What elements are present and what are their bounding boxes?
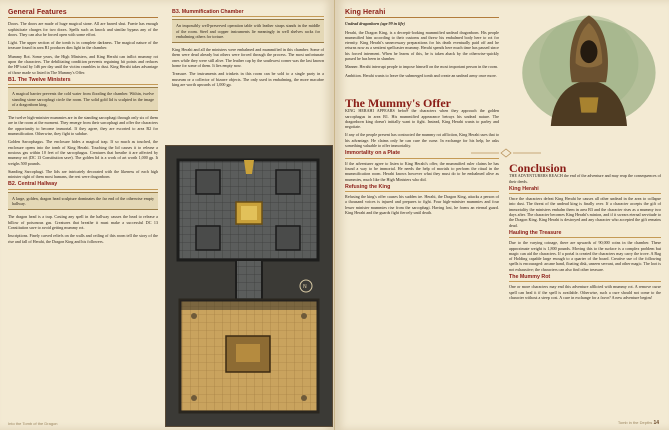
paragraph: Standing Sarcophagi. The lids are intricately decorated with the likeness of each high minister right of them most humans, the rest were dragonborn. [8, 168, 158, 180]
ornament-divider-icon [471, 148, 541, 158]
paragraph: If any of the people present has contracted the mummy rot affliction, King Herahi uses that to his advantage. He claims only he can cure the curse. In exchange for his help, he asks something valuable to offer immortality. [345, 132, 499, 149]
right-column-1 [345, 10, 499, 218]
king-herahi-subheading: King Herahi [509, 187, 661, 194]
tomb-map-image [165, 145, 333, 427]
left-footer: Into the Tomb of the Dragon [8, 421, 58, 426]
svg-text:N: N [303, 284, 307, 290]
left-column-2 [172, 10, 324, 90]
divider [8, 17, 158, 18]
king-herahi-heading: King Herahi [345, 9, 386, 16]
paragraph: Due to the varying coinage, there are upwards of 90,000 coins in the chamber. These approximate weight is 1,800 pounds. Moving this to the surface is a complex problem but magic can aid the characters. If a portal is created the characters may carry the trove. A Bag of Holding capable large enough to a quarter of the board. Creative use of the following spells is encouraged: arcane hand, floating disk, unseen servant, and other magic. The loot is not exhaustive; the characters can also find other treasure. [509, 240, 661, 272]
paragraph: KING HERAHI APPEARS before the characters when they approach the golden sarcophagus in area B1. His mummified appearance betrays his undead nature. The dragonborn king doesn't initially want to fight. Instead, King Herahi wants to parley and negotiate. [345, 108, 499, 130]
read-aloud-box [8, 192, 158, 211]
refusing-king-heading: Refusing the King [345, 185, 499, 192]
general-features-heading: General Features [8, 9, 67, 16]
mummys-offer-heading: The Mummy's Offer [345, 95, 451, 110]
paragraph: Ambition. Herahi wants to leave the submerged tomb and create an undead army once more. [345, 72, 497, 78]
paragraph: Manner. Herahi interrupt people to impose himself on the most important person in the room. [345, 64, 499, 70]
footer-title: Tomb in the Depths [617, 420, 653, 425]
paragraph: Herahi, the Dragon King, is a decrepit-looking mummified undead dragonborn. His people mummified him according to their customs and threw his embalmed body here to rot for eternity. King Herahi's unnecessary preparations for his death eventually paid off and he returns now as a sentient spellcaster mummy. Herahi spends here much time has passed since his forced interment. When he learns of this, he is taken aback by the otherwise-quickly passed he has been in slumber. [345, 29, 499, 62]
read-aloud-box [8, 87, 158, 111]
right-column-2 [509, 161, 661, 303]
paragraph: Inscriptions. Finely carved reliefs on the walls and ceiling of this room tell the story of the rise and fall of Herahi, the Dragon King and his followers. [8, 233, 158, 244]
paragraph: Light. The upper section of the tomb is in complete darkness. The magical nature of the treasure found in area B1 produces dim light in the chamber. [8, 40, 158, 51]
page-number: 14 [653, 420, 659, 426]
king-herahi-portrait-image [509, 6, 665, 126]
mummification-chamber-heading: B3. Mummification Chamber [172, 10, 324, 17]
paragraph: The twelve high-minister mummies are in the standing sarcophagi through only six of them are in the room at the moment. They emerge from their sarcophagi and offer the characters the opportunity to become immortal. If they agree, they are escorted to area B2 for mummification. Otherwise, they fight to subdue. [8, 115, 158, 137]
right-footer [618, 420, 659, 426]
mummy-rot-heading: The Mummy Rot [509, 275, 661, 282]
paragraph: One or more characters may end this adventure afflicted with mummy rot. A remove curse spell can heal it if the spell is available. Otherwise, such a cure should not come to the character without a steep cost. A cure in exchange for a favor? A new adventure begins! [509, 284, 661, 300]
paragraph: Treasure. The instruments and trinkets in this room can be sold to a single party in a museum or a collector of bizarre objects. The only used in embalming, the more macabre king are worth upwards of 1,000 gp. [172, 71, 324, 87]
paragraph: The dragon head is a trap. Casting any spell in the hallway causes the head to release a billow of poisonous gas. Creatures that breathe it must make a successful DC 13 Constitution save to avoid getting mummy rot. [8, 214, 158, 230]
twelve-ministers-heading: B1. The Twelve Ministers [8, 78, 158, 85]
read-aloud-text: An impossibly well-preserved operation table with leather straps stands in the middle of the room. Steel and copper instruments lie meaningly in well shelves racks for embalming others for torture. [176, 23, 320, 39]
read-aloud-box [172, 19, 324, 43]
divider [345, 17, 499, 18]
paragraph: If the adventurer agree to listen to King Herahi's offer, the mummified ruler claims he has found a way to be immortal. He needs the help of mortals to perform the ritual in the mummification room. Herahi knows however what they must do to be embalmed alive as mummies, much like the High Ministers who did. [345, 160, 499, 182]
central-hallway-heading: B2. Central Hallway [8, 182, 158, 189]
paragraph: Mummy Rot. Some years, the High Ministers, and King Herahi can inflict mummy rot upon the characters. The debilitating condition prevents regaining hit points and reduces the HP total by 1d6 per day until the victim crumbles to dust. King Herahi takes advantage of those made so listed in The Mummy's Offer. [8, 53, 158, 75]
immortality-heading: Immortality on a Plate [345, 151, 499, 158]
right-page [335, 0, 669, 430]
paragraph: Once the characters defeat King Herahi he causes all other undead in the area to collapse into dust. The threat of the undead king is finally over. If a character accepts the gift of immortality the ministers embalm them in area B3 and the character rises as a mummy two days after. The character becomes King Herahi's minion, and if it swears eternal servitude to the Dragon King. King Herahi is destroyed and any character who accepted the gift remains dead. [509, 196, 661, 228]
conclusion-heading: Conclusion [509, 161, 567, 175]
lead-paragraph: THE ADVENTURERS REACH the end of the adventure and may reap the consequences of their deeds. [509, 173, 661, 184]
left-column-1 [8, 10, 158, 247]
paragraph: Refusing the king's offer causes his sudden ire. Herahi, the Dragon King, attacks a person of a thousand voices is injured and prepares to fight. Four high-minister mummies and four lesser minister mummies rise from the sarcophagi. Having lost, he forms an eternal guard. King Herahi and the guards fight fiercely until death. [345, 194, 499, 216]
read-aloud-text: A large, golden, dragon head sculpture dominates the far end of the otherwise empty hallway. [12, 195, 154, 207]
paragraph: King Herahi and all the ministers were embalmed and mummified in this chamber. Some of them were dead already but others were forced through the process. The most unfortunate ones while they were still alive. The leather cap by the southwest corner was the last known home for some of them. It lies empty now. [172, 47, 324, 69]
paragraph: Golden Sarcophagus. The enclosure hides a magical trap. If so much as touched, the enclosure opens into the tomb of King Herahi. Touching the lid causes it to release a noxious gas within 10 feet of the sarcophagus. Creatures that breathe it are affected by mummy rot (DC 13 Constitution save). The golden lid is a work of art worth 1,000 gp. It weighs 500 pounds. [8, 139, 158, 166]
stat-line: Undead dragonborn (age 99 in life) [345, 21, 405, 27]
read-aloud-text: A magical barrier prevents the cold water from flooding the chamber. Within, twelve standing stone sarcophagi circle the room. The solid gold lid is sculpted in the image of a dragonborn king. [12, 91, 154, 107]
paragraph: Doors. The doors are made of huge magical stone. All are barred shut. Faerie has enough sophisticate charges for two doors. Spells such as knock and similar bypass any of the doors. They can also be forced open with some effort. [8, 21, 158, 37]
hauling-treasure-heading: Hauling the Treasure [509, 231, 661, 238]
